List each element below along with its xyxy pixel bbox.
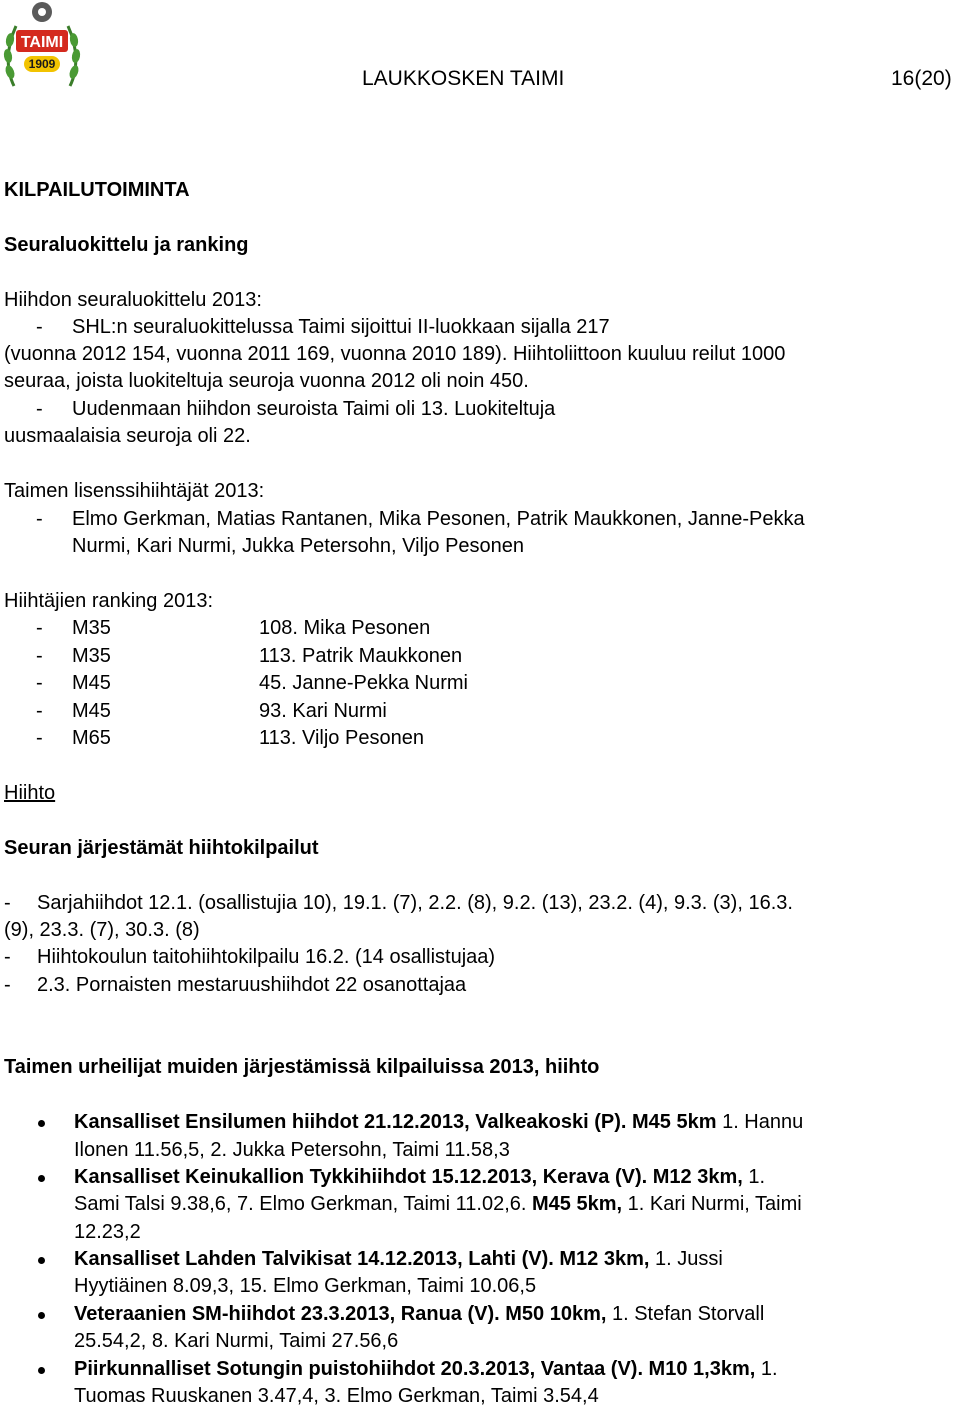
ranking-result: 108. Mika Pesonen <box>259 617 431 639</box>
competition-item-cont: 25.54,2, 8. Kari Nurmi, Taimi 27.56,6 <box>74 1330 399 1352</box>
license-title: Taimen lisenssihiihtäjät 2013: <box>4 480 265 502</box>
competition-item-cont: Ilonen 11.56,5, 2. Jukka Petersohn, Taimi 11.58,3 <box>74 1139 510 1161</box>
hiihto-subheading: Seuran järjestämät hiihtokilpailut <box>4 837 319 859</box>
bullet-icon <box>38 1257 45 1264</box>
header-title: LAUKKOSKEN TAIMI <box>362 67 565 90</box>
hiihto-item-2: Hiihtokoulun taitohiihtokilpailu 16.2. (14 osallistujaa) <box>37 946 496 968</box>
classification-item-1: SHL:n seuraluokittelussa Taimi sijoittui II-luokkaan sijalla 217 <box>72 316 610 338</box>
competition-item-cont <box>74 1191 802 1218</box>
competition-result: 1. <box>742 1166 766 1188</box>
list-dash: - <box>36 700 43 722</box>
club-logo <box>2 0 82 92</box>
competition-name: Kansalliset Keinukallion Tykkihiihdot 15.12.2013, Kerava (V). M12 3km, <box>74 1166 743 1188</box>
competition-result: Sami Talsi 9.38,6, 7. Elmo Gerkman, Taimi 11.02,6. <box>74 1193 532 1215</box>
list-dash: - <box>4 974 11 996</box>
ranking-class: M45 <box>72 672 111 694</box>
competition-name: Kansalliset Ensilumen hiihdot 21.12.2013, Valkeakoski (P). M45 5km <box>74 1111 717 1133</box>
bullet-icon <box>38 1367 45 1374</box>
list-dash: - <box>4 892 11 914</box>
list-dash: - <box>36 645 43 667</box>
ranking-result: 113. Viljo Pesonen <box>259 727 424 749</box>
classification-item-2: Uudenmaan hiihdon seuroista Taimi oli 13. Luokiteltuja <box>72 398 556 420</box>
license-list: Elmo Gerkman, Matias Rantanen, Mika Pesonen, Patrik Maukkonen, Janne-Pekka <box>72 508 805 530</box>
laurel-left-icon <box>3 26 16 86</box>
competition-result: 1. <box>755 1358 778 1380</box>
classification-item-1-cont: (vuonna 2012 154, vuonna 2011 169, vuonna 2010 189). Hiihtoliittoon kuuluu reilut 1000 <box>4 343 786 365</box>
page-number: 16(20) <box>891 67 952 90</box>
competition-result: 1. Hannu <box>716 1111 804 1133</box>
logo-text: TAIMI <box>20 34 64 51</box>
competition-name: Veteraanien SM-hiihdot 23.3.2013, Ranua (V). M50 10km, <box>74 1303 607 1325</box>
competition-item <box>74 1164 765 1191</box>
competition-result: 1. Jussi <box>649 1248 723 1270</box>
competition-class: M45 5km, <box>532 1193 623 1215</box>
competition-item-cont2: 12.23,2 <box>74 1221 141 1243</box>
list-dash: - <box>4 946 11 968</box>
hiihto-item-1-cont: (9), 23.3. (7), 30.3. (8) <box>4 919 200 941</box>
classification-item-2-cont: uusmaalaisia seuroja oli 22. <box>4 425 251 447</box>
list-dash: - <box>36 672 43 694</box>
ranking-class: M45 <box>72 700 111 722</box>
competition-item <box>74 1356 778 1383</box>
bullet-icon <box>38 1312 45 1319</box>
competition-result: 1. Kari Nurmi, Taimi <box>622 1193 802 1215</box>
competition-item <box>74 1301 764 1328</box>
competition-result: 1. Stefan Storvall <box>606 1303 765 1325</box>
section-heading: KILPAILUTOIMINTA <box>4 179 190 201</box>
competition-item <box>74 1109 803 1136</box>
ranking-title: Hiihtäjien ranking 2013: <box>4 590 214 612</box>
license-list-cont: Nurmi, Kari Nurmi, Jukka Petersohn, Viljo Pesonen <box>72 535 525 557</box>
classification-item-1-cont2: seuraa, joista luokiteltuja seuroja vuonna 2012 oli noin 450. <box>4 370 529 392</box>
ranking-class: M35 <box>72 617 111 639</box>
competition-name: Piirkunnalliset Sotungin puistohiihdot 20.3.2013, Vantaa (V). M10 1,3km, <box>74 1358 756 1380</box>
ranking-class: M65 <box>72 727 111 749</box>
hiihto-heading: Hiihto <box>4 782 56 804</box>
gear-icon <box>32 2 52 22</box>
hiihto-item-3: 2.3. Pornaisten mestaruushiihdot 22 osanottajaa <box>37 974 467 996</box>
competition-item-cont: Tuomas Ruuskanen 3.47,4, 3. Elmo Gerkman, Taimi 3.54,4 <box>74 1385 599 1407</box>
competition-item <box>74 1246 723 1273</box>
ranking-result: 113. Patrik Maukkonen <box>259 645 463 667</box>
laurel-right-icon <box>68 26 81 86</box>
list-dash: - <box>36 617 43 639</box>
list-dash: - <box>36 727 43 749</box>
section-subheading: Seuraluokittelu ja ranking <box>4 234 249 256</box>
list-dash: - <box>36 398 43 420</box>
competition-item-cont: Hyytiäinen 8.09,3, 15. Elmo Gerkman, Taimi 10.06,5 <box>74 1275 537 1297</box>
ranking-class: M35 <box>72 645 111 667</box>
logo-year: 1909 <box>28 57 56 71</box>
classification-title: Hiihdon seuraluokittelu 2013: <box>4 289 262 311</box>
list-dash: - <box>36 316 43 338</box>
hiihto-item-1: Sarjahiihdot 12.1. (osallistujia 10), 19.1. (7), 2.2. (8), 9.2. (13), 23.2. (4), 9.3. (3), 16.3. <box>37 892 793 914</box>
list-dash: - <box>36 508 43 530</box>
ranking-result: 45. Janne-Pekka Nurmi <box>259 672 468 694</box>
ranking-result: 93. Kari Nurmi <box>259 700 387 722</box>
others-heading: Taimen urheilijat muiden järjestämissä kilpailuissa 2013, hiihto <box>4 1056 600 1078</box>
competition-name: Kansalliset Lahden Talvikisat 14.12.2013, Lahti (V). M12 3km, <box>74 1248 650 1270</box>
bullet-icon <box>38 1175 45 1182</box>
bullet-icon <box>38 1120 45 1127</box>
